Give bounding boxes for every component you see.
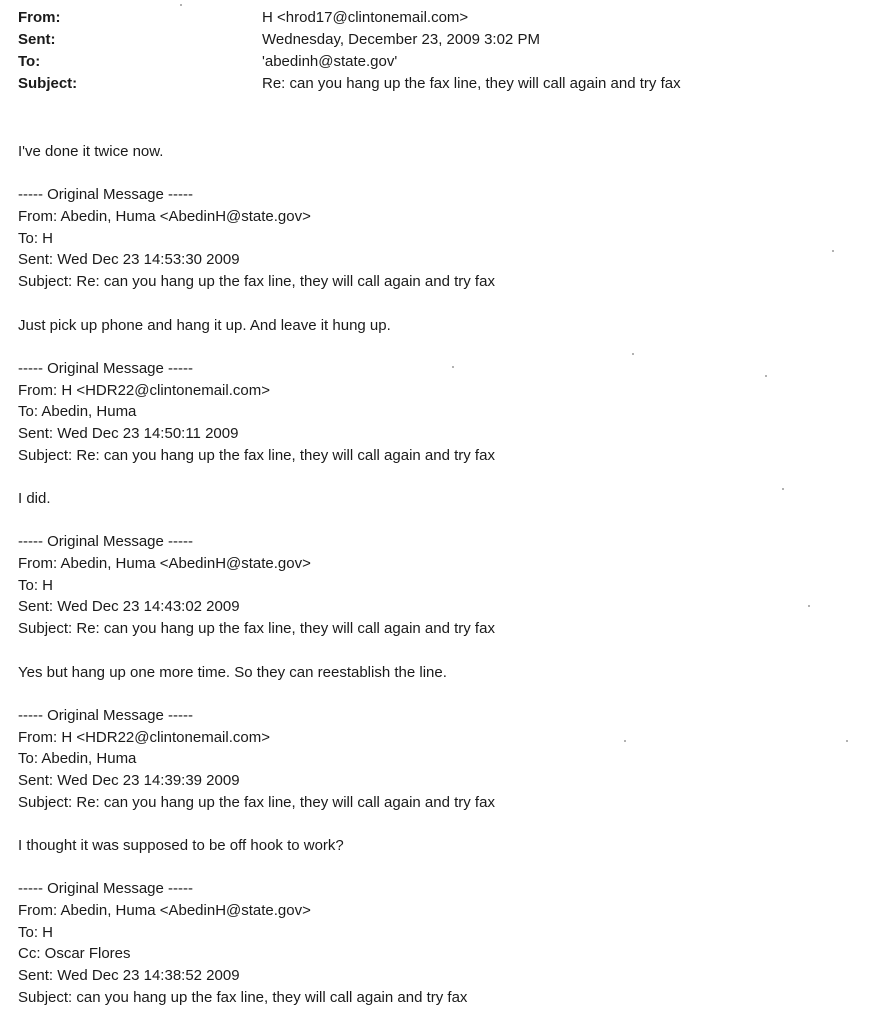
quoted-cc: Cc: Oscar Flores bbox=[18, 945, 131, 963]
quoted-from: From: Abedin, Huma <AbedinH@state.gov> bbox=[18, 208, 311, 226]
spacer bbox=[18, 163, 868, 185]
quoted-from: From: Abedin, Huma <AbedinH@state.gov> bbox=[18, 555, 311, 573]
quoted-text: I did. bbox=[18, 490, 51, 507]
spacer bbox=[18, 293, 868, 315]
spacer bbox=[18, 510, 868, 532]
to-label: To: bbox=[18, 53, 41, 70]
scan-speck bbox=[832, 250, 834, 252]
quoted-message-2 bbox=[18, 358, 868, 532]
spacer bbox=[18, 466, 868, 488]
quoted-to: To: H bbox=[18, 229, 54, 247]
quoted-sent: Sent: Wed Dec 23 14:38:52 2009 bbox=[18, 967, 240, 985]
quoted-sent: Sent: Wed Dec 23 14:50:11 2009 bbox=[18, 424, 239, 442]
quoted-text: Just pick up phone and hang it up. And leave it hung up. bbox=[18, 316, 391, 334]
spacer bbox=[18, 640, 868, 662]
from-label: From: bbox=[18, 9, 61, 26]
quoted-sent: Sent: Wed Dec 23 14:43:02 2009 bbox=[18, 598, 240, 616]
scan-speck bbox=[624, 740, 626, 742]
sent-label: Sent: bbox=[18, 31, 56, 48]
quoted-subject: Subject: can you hang up the fax line, they will call again and try fax bbox=[18, 988, 468, 1006]
quoted-subject: Subject: Re: can you hang up the fax line, they will call again and try fax bbox=[18, 446, 495, 464]
quoted-subject: Subject: Re: can you hang up the fax line, they will call again and try fax bbox=[18, 620, 495, 638]
quoted-from: From: H <HDR22@clintonemail.com> bbox=[18, 728, 270, 746]
quoted-to: To: Abedin, Huma bbox=[18, 750, 137, 768]
from-value: H <hrod17@clintonemail.com> bbox=[262, 9, 469, 26]
scan-speck bbox=[765, 375, 767, 377]
original-message-separator: ----- Original Message ----- bbox=[18, 880, 194, 898]
scan-speck bbox=[846, 740, 848, 742]
scan-speck bbox=[632, 353, 634, 355]
quoted-subject: Subject: Re: can you hang up the fax line, they will call again and try fax bbox=[18, 273, 495, 291]
original-message-separator: ----- Original Message ----- bbox=[18, 706, 194, 724]
original-message-separator: ----- Original Message ----- bbox=[18, 186, 194, 204]
quoted-from: From: H <HDR22@clintonemail.com> bbox=[18, 381, 270, 399]
spacer bbox=[18, 857, 868, 879]
scan-speck bbox=[782, 488, 784, 490]
quoted-sent: Sent: Wed Dec 23 14:53:30 2009 bbox=[18, 251, 240, 269]
original-message-separator: ----- Original Message ----- bbox=[18, 533, 194, 551]
scan-speck bbox=[808, 605, 810, 607]
quoted-message-1 bbox=[18, 184, 868, 358]
to-value: 'abedinh@state.gov' bbox=[262, 53, 398, 70]
subject-value: Re: can you hang up the fax line, they will call again and try fax bbox=[262, 75, 681, 92]
spacer bbox=[18, 336, 868, 358]
quoted-message-4 bbox=[18, 705, 868, 879]
quoted-from: From: Abedin, Huma <AbedinH@state.gov> bbox=[18, 902, 311, 920]
quoted-to: To: Abedin, Huma bbox=[18, 403, 137, 421]
quoted-text: I thought it was supposed to be off hook to work? bbox=[18, 837, 344, 854]
quoted-sent: Sent: Wed Dec 23 14:39:39 2009 bbox=[18, 771, 240, 789]
quoted-to: To: H bbox=[18, 923, 54, 941]
spacer bbox=[18, 813, 868, 835]
scan-speck bbox=[452, 366, 454, 368]
original-message-separator: ----- Original Message ----- bbox=[18, 359, 194, 377]
quoted-subject: Subject: Re: can you hang up the fax line, they will call again and try fax bbox=[18, 793, 495, 811]
quoted-to: To: H bbox=[18, 576, 54, 594]
spacer bbox=[18, 683, 868, 705]
subject-label: Subject: bbox=[18, 75, 78, 92]
sent-value: Wednesday, December 23, 2009 3:02 PM bbox=[262, 31, 540, 48]
quoted-text: Yes but hang up one more time. So they can reestablish the line. bbox=[18, 663, 447, 681]
email-body bbox=[18, 141, 868, 1009]
reply-text: I've done it twice now. bbox=[18, 143, 164, 160]
scan-speck bbox=[180, 4, 182, 6]
quoted-message-3 bbox=[18, 531, 868, 705]
quoted-message-5 bbox=[18, 878, 868, 1008]
